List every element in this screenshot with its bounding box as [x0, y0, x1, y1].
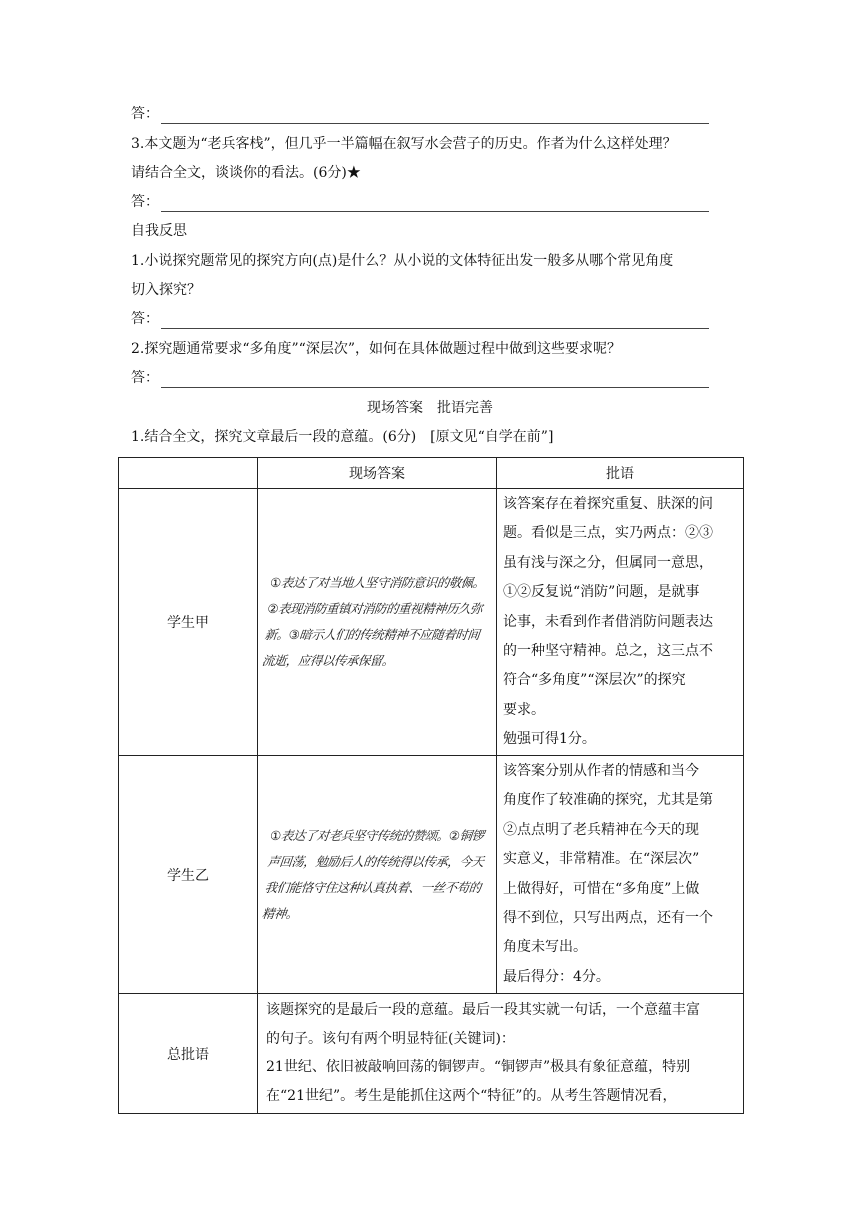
answer-label: 答：: [131, 311, 159, 327]
header-comment: 批语: [497, 458, 744, 489]
answer-label: 答：: [131, 106, 159, 122]
table-row: [119, 756, 744, 994]
answer-blank[interactable]: [161, 373, 709, 388]
reflection-q2: 2.探究题通常要求“多角度”“深层次”，如何在具体做题过程中做到这些要求呢？: [131, 341, 621, 357]
answer-line-reflection-1[interactable]: [131, 309, 709, 329]
answer-blank[interactable]: [161, 197, 709, 212]
summary-text: 该题探究的是最后一段的意蕴。最后一段其实就一句话，一个意蕴丰富 的句子。该句有两个明显特征(关键词)： 21世纪、依旧被敲响回荡的铜锣声。“铜锣声”极具有象征意蕴，特别 在“21世纪”。考生是能抓住这两个“特征”的。从考生答题情况看，: [266, 1002, 700, 1104]
summary-label: 总批语: [119, 994, 258, 1114]
question-3-line-1: 3.本文题为“老兵客栈”，但几乎一半篇幅在叙写水会营子的历史。作者为什么这样处理？: [131, 136, 677, 152]
reflection-q1-line-1: 1.小说探究题常见的探究方向(点)是什么？从小说的文体特征出发一般多从哪个常见角度: [131, 253, 674, 269]
section-question: 1.结合全文，探究文章最后一段的意蕴。(6分) [原文见“自学在前”]: [131, 429, 554, 445]
answer-blank[interactable]: [161, 109, 709, 124]
student-name: 学生甲: [119, 489, 258, 756]
comment-text: 该答案分别从作者的情感和当今 角度作了较准确的探究，尤其是第 ②点点明了老兵精神在今天的现 实意义，非常精准。在“深层次” 上做得好，可惜在“多角度”上做 得不到位，只写出两点，还有一个 角度未写出。 最后得分：4分。: [503, 763, 713, 985]
question-3-line-2: 请结合全文，谈谈你的看法。(6分)★: [131, 165, 361, 181]
comment-cell: [497, 489, 744, 756]
table-row: [119, 489, 744, 756]
table-header-row: [119, 458, 744, 489]
grading-table: [118, 457, 744, 1114]
section-title: 现场答案 批语完善: [367, 400, 493, 416]
reflection-q1-line-2: 切入探究？: [131, 282, 201, 298]
answer-blank[interactable]: [161, 314, 709, 329]
comment-cell: [497, 756, 744, 994]
comment-text: 该答案存在着探究重复、肤深的问 题。看似是三点，实乃两点：②③ 虽有浅与深之分，但属同一意思， ①②反复说“消防”问题，是就事 论事，未看到作者借消防问题表达 的一种坚守精神。总之，这三点不 符合“多角度”“深层次”的探究 要求。 勉强可得1分。: [503, 496, 713, 748]
header-answer: 现场答案: [258, 458, 497, 489]
answer-line-q3[interactable]: [131, 192, 709, 212]
handwritten-answer-cell: [258, 756, 497, 994]
handwritten-answer-cell: [258, 489, 497, 756]
handwritten-answer: ①表达了对当地人坚守消防意识的敬佩。②表现消防重镇对消防的重视精神历久弥新。③暗示人们的传统精神不应随着时间流逝，应得以传承保留。: [261, 575, 486, 668]
summary-row: [119, 994, 744, 1114]
answer-line-1[interactable]: [131, 104, 709, 124]
reflection-title: 自我反思: [131, 223, 187, 239]
answer-label: 答：: [131, 194, 159, 210]
answer-line-reflection-2[interactable]: [131, 368, 709, 388]
summary-cell: [258, 994, 744, 1114]
header-blank: [119, 458, 258, 489]
student-name: 学生乙: [119, 756, 258, 994]
answer-label: 答：: [131, 370, 159, 386]
handwritten-answer: ①表达了对老兵坚守传统的赞颂。②铜锣声回荡，勉励后人的传统得以传承，今天我们能恪守住这种认真执着、一丝不苟的精神。: [261, 827, 485, 921]
